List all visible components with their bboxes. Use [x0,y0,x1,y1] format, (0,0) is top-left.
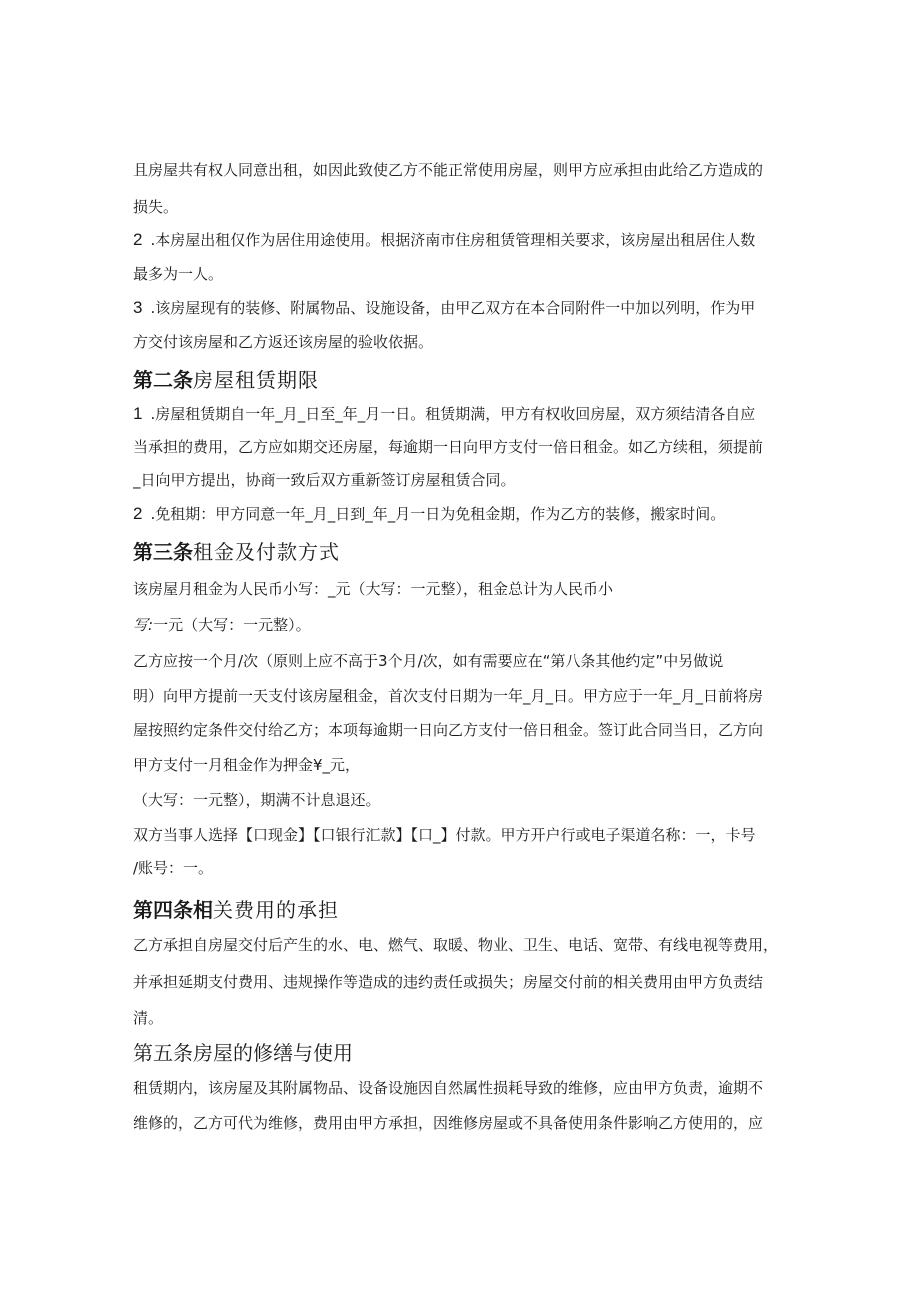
clause-title: 房屋租赁期限 [193,368,319,392]
item-text: .该房屋现有的装修、附属物品、设施设备，由甲乙双方在本合同附件一中加以列明，作为甲 [150,299,756,317]
clause1-text-line: 方交付该房屋和乙方返还该房屋的验收依据。 [133,333,434,351]
clause3-heading [133,538,793,566]
clause4-text-line: 乙方承担自房屋交付后产生的水、电、燃气、取暖、物业、卫生、电话、宽带、有线电视等费用， [133,936,779,954]
item-number: 2 [133,230,143,249]
clause3-text-line: /账号：一。 [133,859,214,877]
clause3-text-line: （大写：一元整），期满不计息退还。 [133,791,381,809]
item-number: 1 [133,404,143,423]
clause1-text-line: 最多为一人。 [133,265,224,283]
item-number: 2 [133,504,143,523]
clause2-item1 [133,403,793,425]
clause3-text-line: 屋按照约定条件交付给乙方；本项每逾期一日向乙方支付一倍日租金。签订此合同当日，乙方向 [133,721,764,739]
clause2-text-line: 当承担的费用，乙方应如期交还房屋，每逾期一日向甲方支付一倍日租金。如乙方续租，须提前 [133,438,764,456]
line-text: 一元（大写：一元整）。 [153,616,311,634]
clause3-text-line: 该房屋月租金为人民币小写：_元（大写：一元整），租金总计为人民币小 [133,580,614,598]
clause-number: 第二条 [133,368,193,392]
clause5-text-line: 维修的，乙方可代为维修，费用由甲方承担，因维修房屋或不具备使用条件影响乙方使用的，应 [133,1114,764,1132]
clause4-text-line: 清。 [133,1009,164,1027]
item-text: .房屋租赁期自一年_月_日至_年_月一日。租赁期满，甲方有权收回房屋，双方须结清各自应 [150,405,756,423]
clause4-heading [133,896,793,924]
clause-title: 租金及付款方式 [193,540,340,564]
clause5-heading: 第五条房屋的修缮与使用 [133,1041,353,1065]
italic-text: 写: [133,616,154,634]
clause-number: 第四条相 [133,898,213,922]
clause2-item2 [133,503,793,525]
item-number: 3 [133,298,143,317]
clause-title: 关费用的承担 [213,898,339,922]
clause5-text-line: 租赁期内，该房屋及其附属物品、设备设施因自然属性损耗导致的维修，应由甲方负责，逾期不 [133,1079,764,1097]
item-text: .本房屋出租仅作为居住用途使用。根据济南市住房租赁管理相关要求，该房屋出租居住人数 [150,231,756,249]
clause3-text-line: 双方当事人选择【口现金】【口银行汇款】【口_】付款。甲方开户行或电子渠道名称：一，卡号 [133,826,756,844]
clause2-heading [133,366,793,394]
clause1-item2 [133,229,793,251]
clause3-text-line [133,614,793,636]
clause-number: 第三条 [133,540,193,564]
clause2-text-line: _日向甲方提出，协商一致后双方重新签订房屋租赁合同。 [133,471,516,489]
clause3-text-line: 甲方支付一月租金作为押金¥_元， [133,756,361,774]
clause1-item3 [133,297,793,319]
clause1-text-line: 且房屋共有权人同意出租，如因此致使乙方不能正常使用房屋，则甲方应承担由此给乙方造成的 [133,161,764,179]
clause4-text-line: 并承担延期支付费用、违规操作等造成的违约责任或损失；房屋交付前的相关费用由甲方负责结 [133,973,764,991]
item-text: .免租期：甲方同意一年_月_日到_年_月一日为免租金期，作为乙方的装修，搬家时间。 [150,505,726,523]
clause1-text-line: 损失。 [133,198,179,216]
clause3-text-line: 明）向甲方提前一天支付该房屋租金，首次支付日期为一年_月_日。甲方应于一年_月_日前将房 [133,687,764,705]
clause3-text-line: 乙方应按一个月/次（原则上应不高于3个月/次，如有需要应在“第八条其他约定”中另做说 [133,652,724,670]
